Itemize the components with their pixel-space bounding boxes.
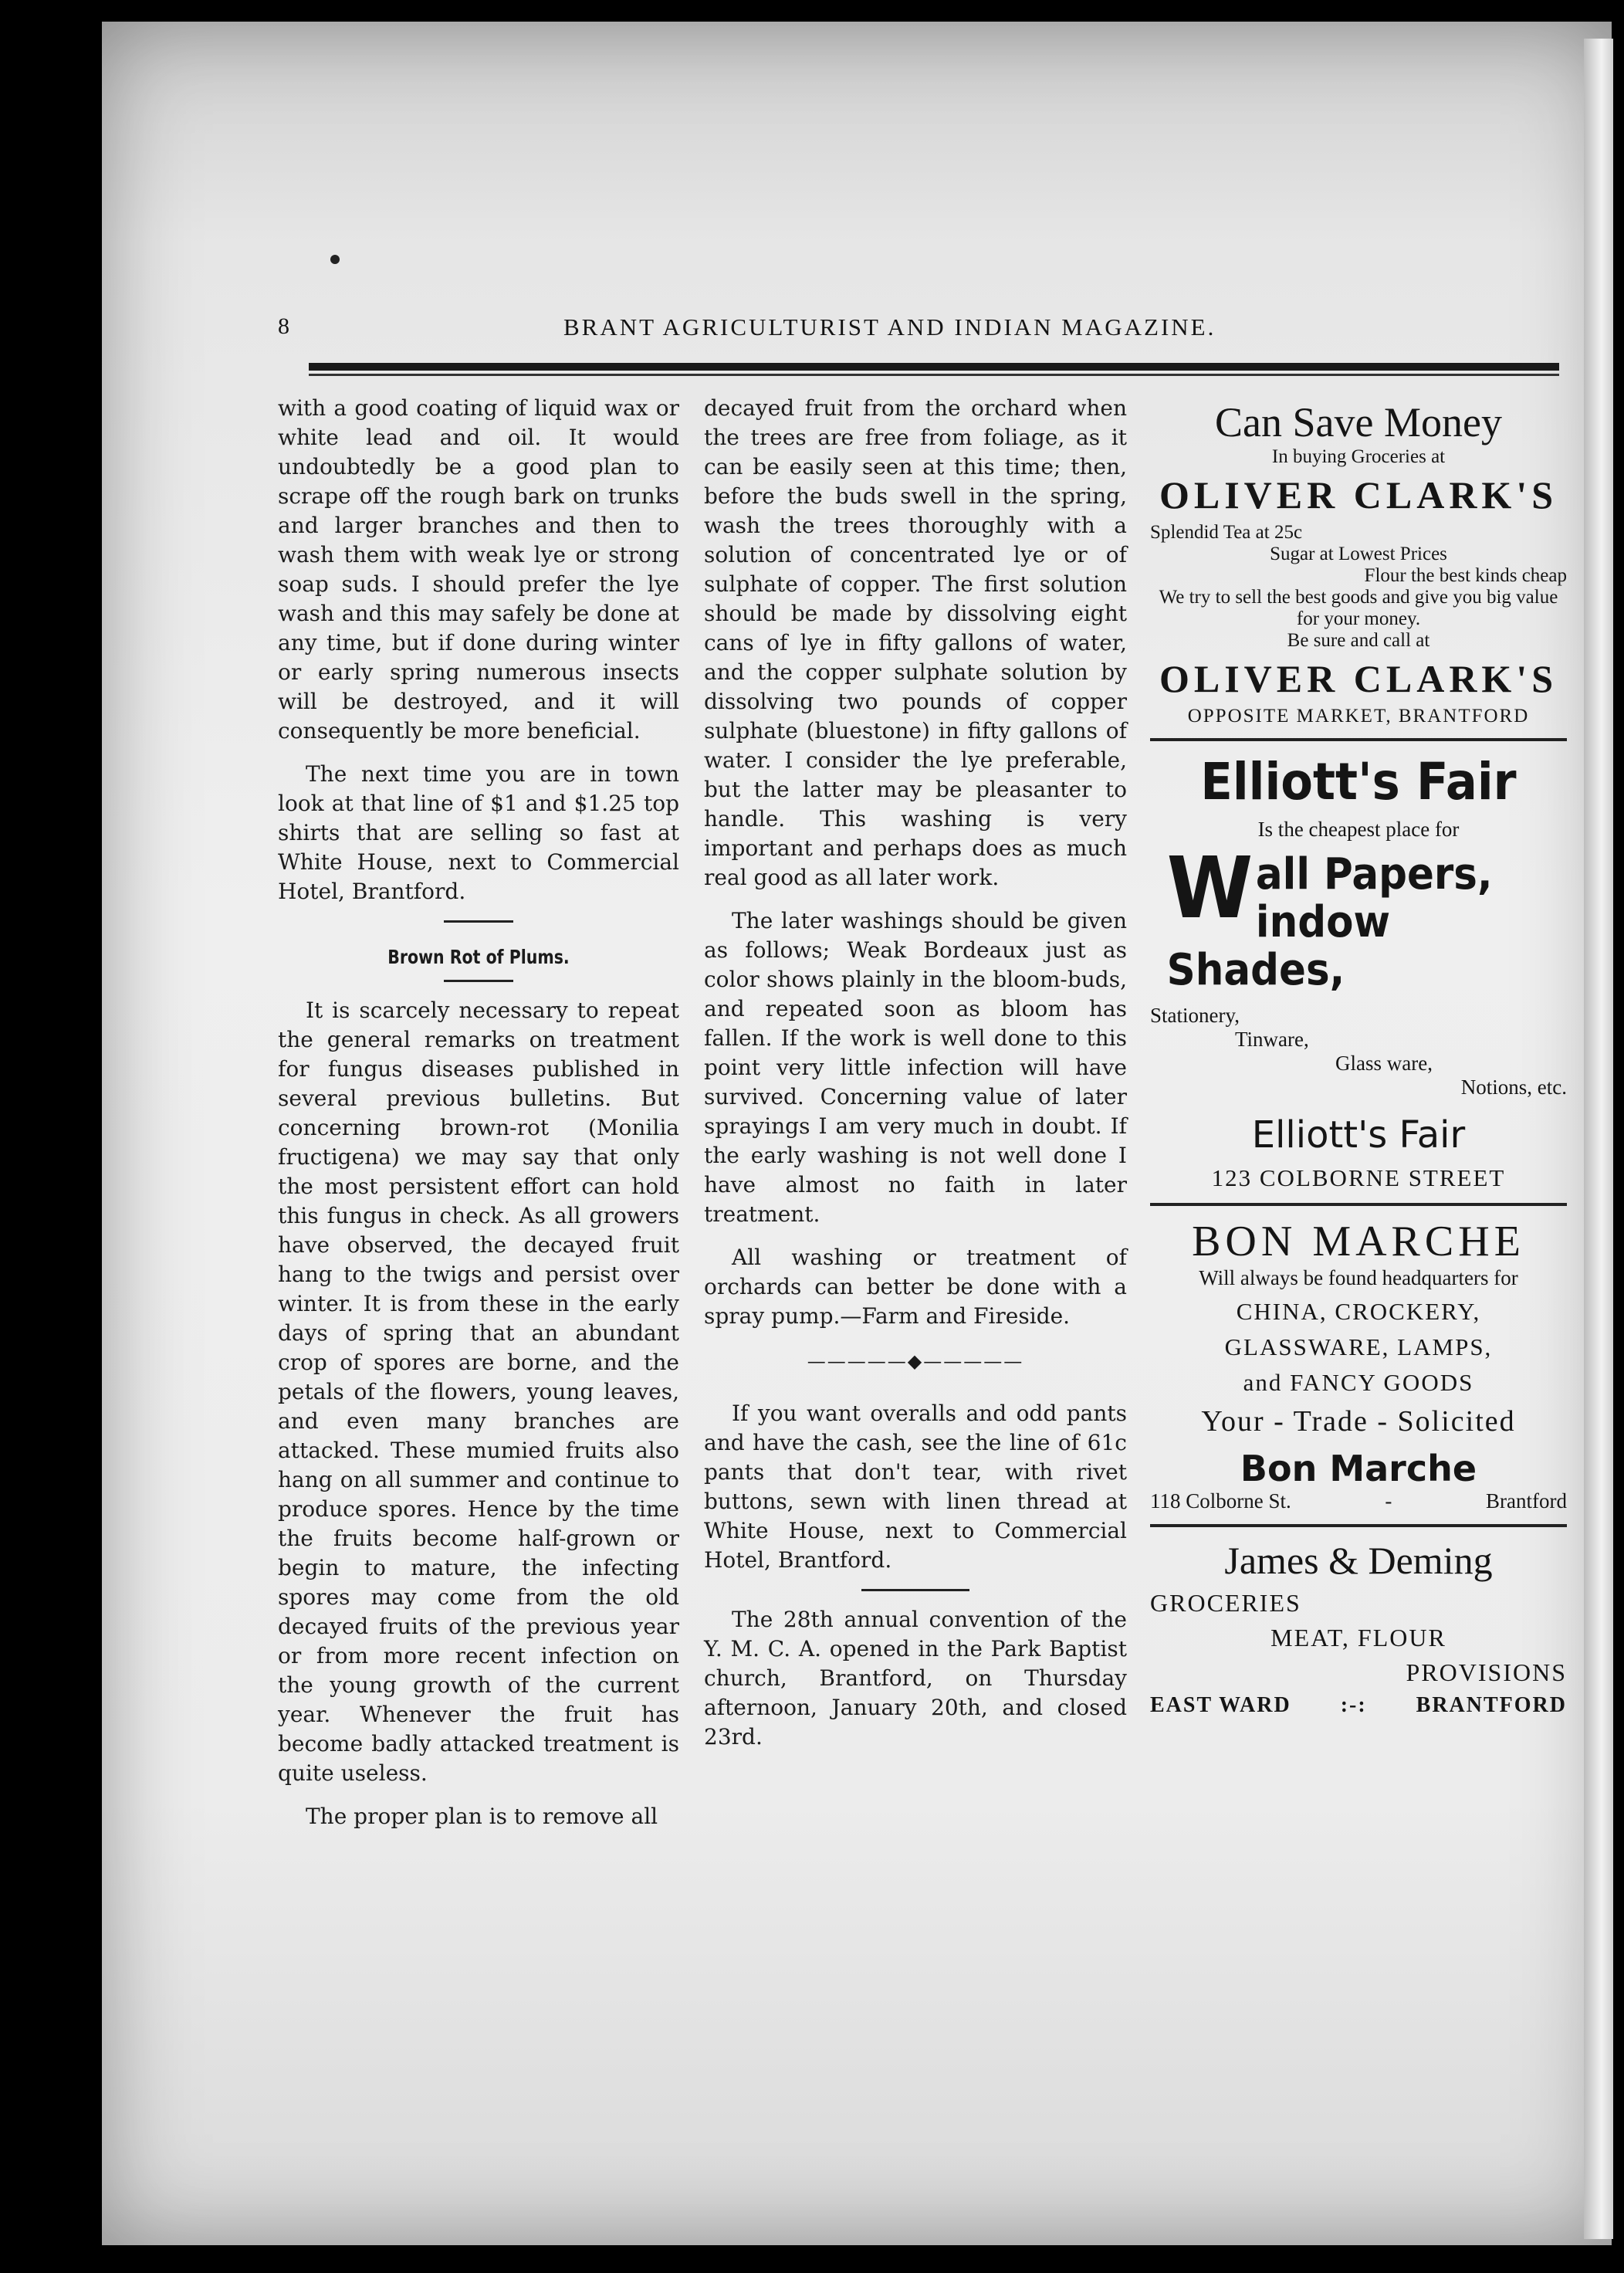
drop-cap: W: [1166, 838, 1254, 937]
ad-headline-line: indow Shades,: [1166, 897, 1391, 995]
ad-divider: [1150, 738, 1567, 741]
ad-address: [1150, 1489, 1567, 1513]
paragraph: The later washings should be given as follows; Weak Bordeaux just as color shows plainly in the bloom-buds, and repeated soon as bloom has fallen. If the work is well done to this point very little infection will have survived. Concerning value of later sprayings I am very much in doubt. If the early washing is not well done I have almost no faith in later treatment.: [704, 908, 1127, 1227]
ad-text: GLASSWARE, LAMPS,: [1224, 1333, 1493, 1360]
ad-text: PROVISIONS: [1406, 1658, 1567, 1686]
ad-headline-line: all Papers,: [1255, 849, 1493, 899]
address-street: 118 Colborne St.: [1150, 1489, 1291, 1513]
ad-address: [1150, 1693, 1567, 1718]
ad-text: GROCERIES: [1150, 1589, 1301, 1617]
paragraph: decayed fruit from the orchard when the trees are free from foliage, as it can be easily seen at this time; then, before the buds swell in the spring, wash the trees thoroughly with a solution of concentrated lye or of sulphate of copper. The first solution should be made by dissolving eight cans of lye in fifty gallons of water, and the copper sulphate solution by dissolving two pounds of copper sulphate (bluestone) in fifty gallons of water. I consider the lye preferable, but the latter may be pleasanter to handle. This washing is very important and perhaps does as much real good as all later work.: [704, 395, 1127, 890]
paragraph: If you want overalls and odd pants and have the cash, see the line of 61c pants that don't tear, with rivet buttons, sewn with linen thread at White House, next to Commercial Hotel, Brantford.: [704, 1401, 1127, 1573]
divider: [861, 1589, 969, 1591]
ad-item: Glass ware,: [1335, 1052, 1433, 1075]
section-heading: Brown Rot of Plums.: [387, 946, 570, 968]
ad-title: James & Deming: [1224, 1539, 1493, 1582]
ad-item: Tinware,: [1235, 1028, 1309, 1051]
ad-text: CHINA, CROCKERY,: [1236, 1298, 1481, 1325]
ad-store-name: Elliott's Fair: [1251, 1113, 1466, 1157]
ad-text: Splendid Tea at 25c: [1150, 522, 1303, 543]
ad-james-deming: [1150, 1538, 1567, 1718]
address-separator: -: [1385, 1489, 1392, 1513]
header-rule-thin: [309, 374, 1559, 376]
ad-text: MEAT, FLOUR: [1270, 1624, 1446, 1651]
address-city: BRANTFORD: [1416, 1693, 1567, 1717]
ad-text: In buying Groceries at: [1271, 446, 1446, 467]
divider: [444, 920, 513, 923]
ad-text: Be sure and call at: [1287, 630, 1430, 651]
address-separator: :-:: [1340, 1693, 1367, 1717]
paragraph: The next time you are in town look at that line of $1 and $1.25 top shirts that are selling so fast at White House, next to Commercial Hotel, Brantford.: [278, 761, 679, 904]
ad-store-name: OLIVER CLARK'S: [1159, 657, 1558, 700]
ad-text: Your - Trade - Solicited: [1201, 1405, 1516, 1438]
divider: [444, 980, 513, 982]
ad-headline: [1166, 838, 1551, 995]
paragraph: All washing or treatment of orchards can better be done with a spray pump.—Farm and Fireside.: [704, 1245, 1127, 1329]
ad-text: and FANCY GOODS: [1243, 1369, 1474, 1396]
ad-address: 123 COLBORNE STREET: [1211, 1164, 1506, 1191]
ad-text: Is the cheapest place for: [1257, 818, 1460, 841]
address-ward: EAST WARD: [1150, 1693, 1291, 1717]
page-number: 8: [278, 313, 289, 339]
ad-item: Notions, etc.: [1460, 1076, 1567, 1099]
paragraph: with a good coating of liquid wax or white lead and oil. It would undoubtedly be a good plan to scrape off the rough bark on trunks and larger branches and then to wash them with weak lye or strong soap suds. I should prefer the lye wash and this may safely be done at any time, but if done during winter or early spring numerous insects will be destroyed, and it will consequently be more beneficial.: [278, 395, 679, 744]
ad-text: Flour the best kinds cheap: [1364, 565, 1567, 586]
header-rule: [309, 363, 1559, 371]
advertisements-column: [1150, 394, 1567, 1724]
ad-divider: [1150, 1203, 1567, 1206]
ad-title: BON MARCHE: [1192, 1218, 1525, 1265]
ad-item: Stationery,: [1150, 1004, 1240, 1027]
ad-title: Elliott's Fair: [1200, 752, 1517, 811]
address-city: Brantford: [1486, 1489, 1567, 1513]
paragraph: The 28th annual convention of the Y. M. C. A. opened in the Park Baptist church, Brantford, on Thursday afternoon, January 20th, and closed 23rd.: [704, 1607, 1127, 1750]
ad-elliotts-fair: [1150, 752, 1567, 1192]
ad-text: Will always be found headquarters for: [1199, 1266, 1518, 1289]
paper-edge: [1584, 39, 1613, 2239]
paragraph: It is scarcely necessary to repeat the general remarks on treatment for fungus diseases published in several previous bulletins. But concerning brown-rot (Monilia fructigena) we may say that only the most persistent effort can hold this fungus in check. As all growers have observed, the decayed fruit hang to the twigs and persist over winter. It is from these in the early days of spring that an abundant crop of spores are borne, and the petals of the flowers, young leaves, and even many branches are attacked. These mumied fruits also hang on all summer and continue to produce spores. Hence by the time the fruits become half-grown or begin to mature, the infecting spores may come from the old decayed fruits of the previous year or from more recent infection on the young growth of the current year. Whenever the fruit has become badly attacked treatment is quite useless.: [278, 998, 679, 1786]
ad-oliver-clark: [1150, 398, 1567, 727]
paragraph: The proper plan is to remove all: [306, 1804, 658, 1829]
column-2: [704, 394, 1127, 1766]
ad-divider: [1150, 1524, 1567, 1527]
ornament-divider: —————◆—————: [807, 1350, 1024, 1372]
ad-title: Can Save Money: [1215, 399, 1502, 445]
ad-store-name: OLIVER CLARK'S: [1159, 473, 1558, 517]
ink-dot: [330, 255, 340, 264]
page-header: [278, 313, 1559, 352]
ad-text: Sugar at Lowest Prices: [1270, 544, 1447, 564]
magazine-title: BRANT AGRICULTURIST AND INDIAN MAGAZINE.: [563, 313, 1216, 340]
ad-store-name: Bon Marche: [1240, 1448, 1477, 1489]
ad-bon-marche: [1150, 1217, 1567, 1513]
ad-text: We try to sell the best goods and give you big value for your money.: [1159, 587, 1558, 629]
column-1: [278, 394, 679, 1845]
ad-address: OPPOSITE MARKET, BRANTFORD: [1187, 706, 1530, 727]
